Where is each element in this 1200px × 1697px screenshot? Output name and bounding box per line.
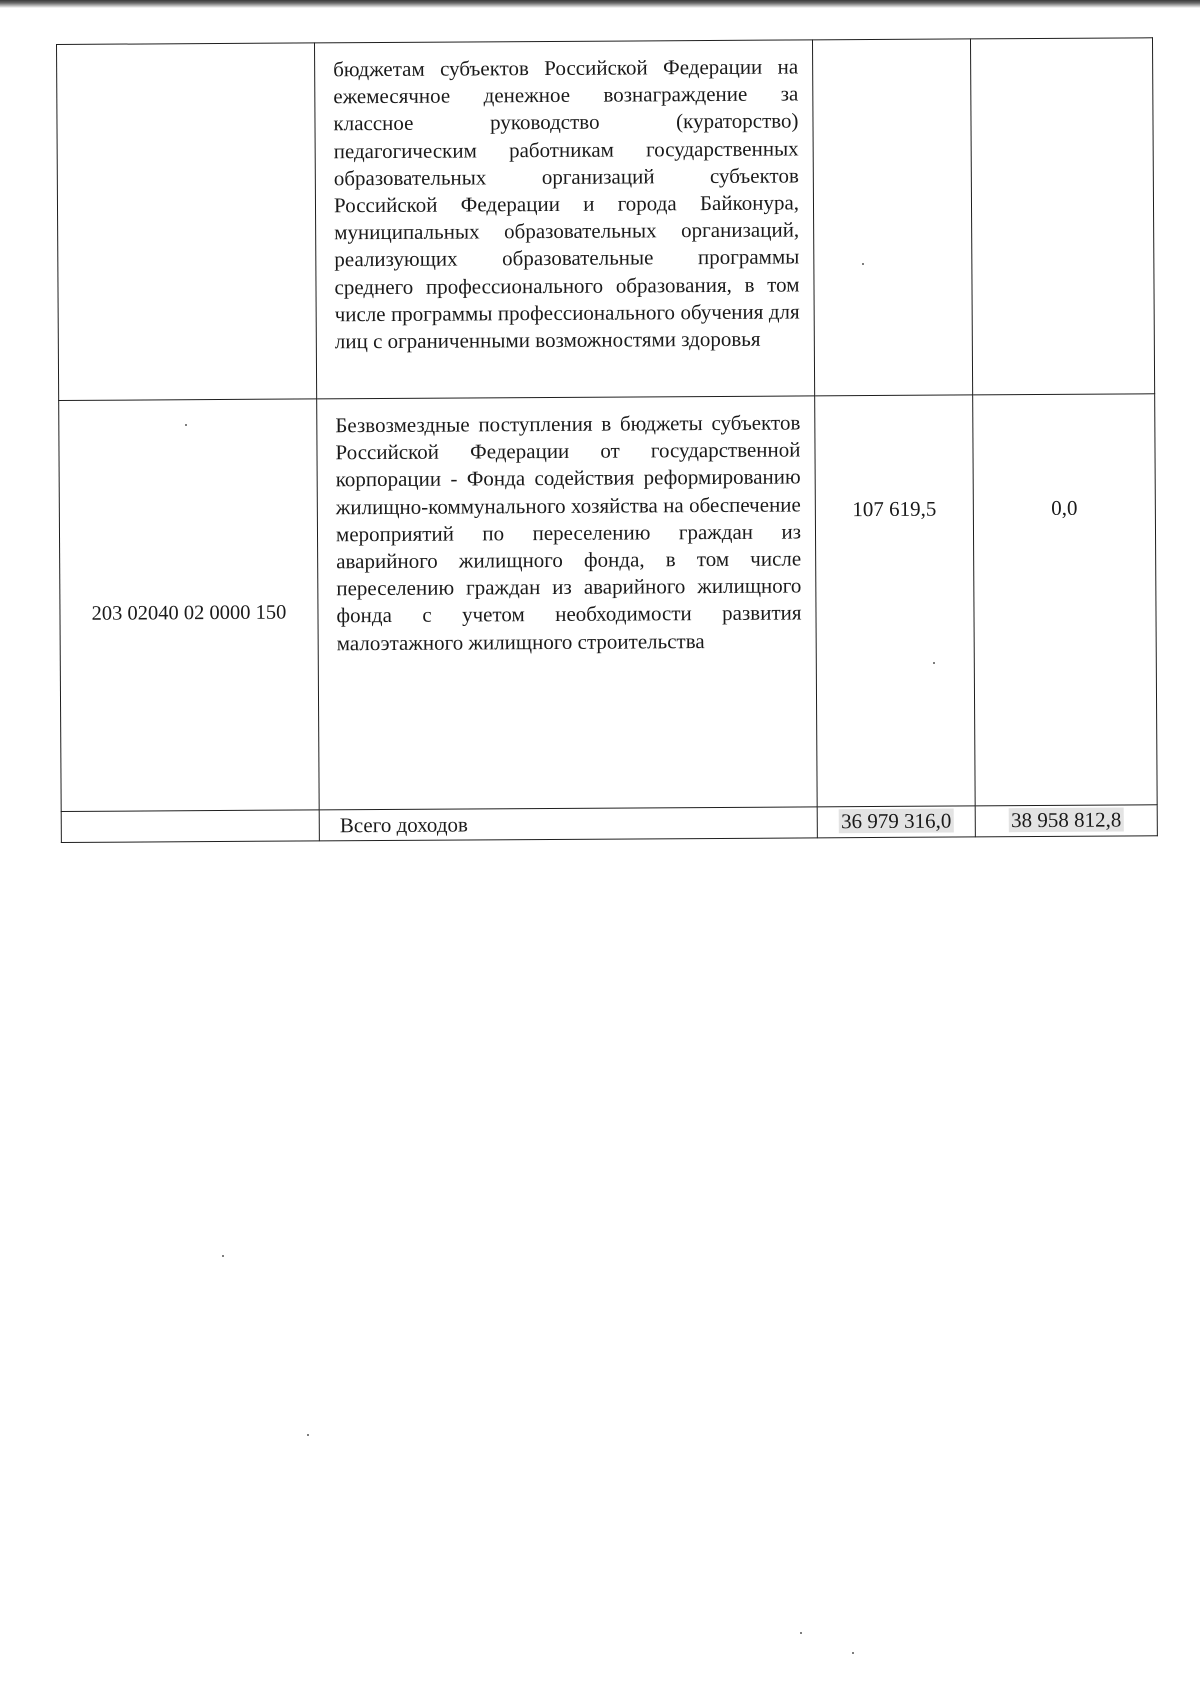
value-year-2-cell (970, 38, 1154, 395)
budget-code-cell: 203 02040 02 0000 150 (59, 399, 320, 812)
scan-speck (852, 1652, 854, 1654)
scan-speck (185, 424, 187, 426)
scan-speck (800, 1632, 802, 1634)
budget-code-cell (57, 43, 317, 401)
scan-speck (933, 662, 935, 664)
table-row (59, 394, 1157, 812)
scan-speck (862, 263, 864, 265)
scan-top-edge (0, 0, 1200, 8)
total-value-year-1: 36 979 316,0 (841, 808, 952, 834)
table-total-row (61, 805, 1157, 843)
total-code-cell (61, 810, 319, 843)
value-year-1-cell: 107 619,5 (815, 395, 976, 807)
table-row (57, 38, 1155, 401)
total-label-cell: Всего доходов (319, 807, 817, 841)
revenue-table (56, 37, 1158, 843)
scan-speck (222, 1255, 224, 1257)
total-value-year-1-cell (817, 806, 975, 838)
total-value-year-2-cell (975, 805, 1157, 837)
revenue-table-container (56, 37, 1157, 843)
total-value-year-2: 38 958 812,8 (1011, 807, 1122, 833)
revenue-description-cell: бюджетам субъектов Российской Федерации на ежемесячное денежное вознаграждение за классное руководство (кураторство) педагогическим работникам государственных образовательных организаций субъектов Российской Федерации и города Байконура, муниципальных образовательных организаций, реализующих образовательные программы среднего профессионального образования, в том числе программы профессионального обучения для лиц с ограниченными возможностями здоровья (314, 40, 814, 399)
value-year-1-cell (812, 39, 972, 396)
scan-speck (307, 1434, 309, 1436)
revenue-description-cell: Безвозмездные поступления в бюджеты субъектов Российской Федерации от государственной корпорации - Фонда содействия реформированию жилищно-коммунального хозяйства на обеспечение мероприятий по переселению граждан из аварийного жилищного фонда, в том числе переселению граждан из аварийного жилищного фонда с учетом необходимости развития малоэтажного жилищного строительства (317, 396, 818, 810)
value-year-2-cell: 0,0 (973, 394, 1158, 806)
